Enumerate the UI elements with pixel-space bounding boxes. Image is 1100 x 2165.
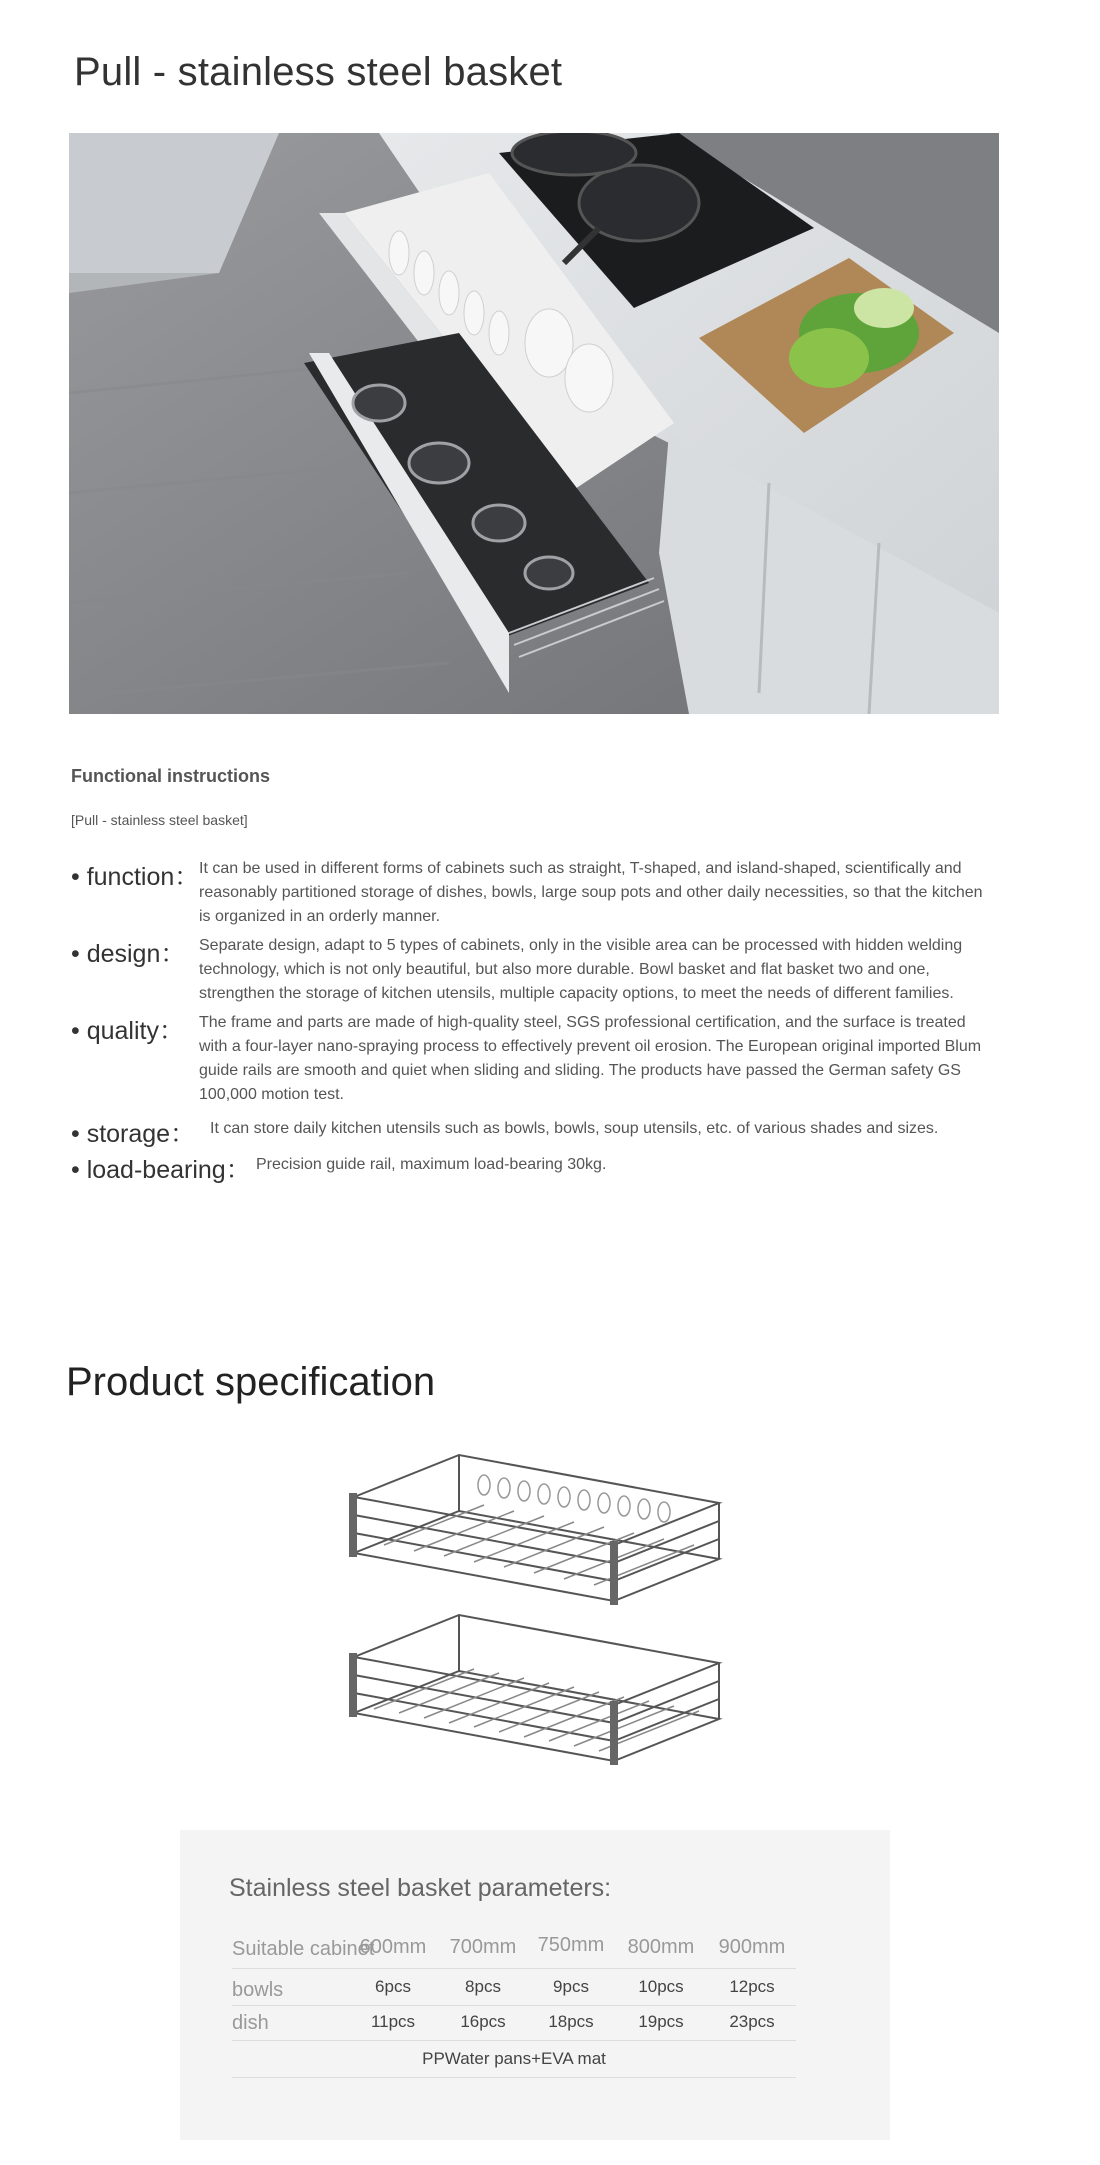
table-cell: 8pcs	[465, 1977, 501, 1996]
header-label: Suitable cabinet	[232, 1938, 375, 1960]
size-header: 900mm	[718, 1936, 786, 1958]
table-cell: 23pcs	[729, 2012, 775, 2031]
table-row	[232, 2041, 796, 2078]
table-header-row	[232, 1932, 796, 1969]
feature-term: • design：	[71, 940, 186, 968]
table-cell: 12pcs	[729, 1977, 775, 1996]
parameters-title: Stainless steel basket parameters:	[229, 1874, 612, 1902]
feature-description: The frame and parts are made of high-quality steel, SGS professional certification, and the surface is treated with a four-layer nano-spraying process to effectively prevent oil erosion. The European original imported Blum guide rails are smooth and quiet when sliding and sliding. The products have passed the German safety GS 100,000 motion test.	[199, 1014, 982, 1103]
size-header: 800mm	[627, 1936, 695, 1958]
table-cell: 10pcs	[638, 1977, 684, 1996]
functional-instructions-heading: Functional instructions	[71, 766, 271, 786]
row-label: dish	[232, 2012, 269, 2034]
feature-term: • storage：	[71, 1120, 196, 1148]
product-specification-heading: Product specification	[66, 1360, 436, 1404]
feature-description: It can be used in different forms of cabinets such as straight, T-shaped, and island-shaped, scientifically and reasonably partitioned storage of dishes, bowls, large soup pots and other daily necessities, so that the kitchen is organized in an orderly manner.	[199, 860, 983, 925]
feature-description: It can store daily kitchen utensils such as bowls, bowls, soup utensils, etc. of various shades and sizes.	[210, 1120, 939, 1137]
size-header: 700mm	[449, 1936, 517, 1958]
table-row	[232, 1969, 796, 2006]
row-label: bowls	[232, 1979, 284, 2001]
table-cell: 6pcs	[375, 1977, 411, 1996]
feature-term: • function：	[71, 863, 200, 891]
feature-description: Precision guide rail, maximum load-bearing 30kg.	[256, 1156, 607, 1173]
size-header: 600mm	[359, 1936, 427, 1958]
table-cell: 18pcs	[548, 2012, 594, 2031]
kitchen-product-photo	[69, 133, 999, 714]
accessories-cell: PPWater pans+EVA mat	[422, 2049, 606, 2068]
page-title: Pull - stainless steel basket	[74, 50, 563, 94]
parameters-panel	[180, 1830, 890, 2140]
product-subtitle: [Pull - stainless steel basket]	[71, 812, 248, 828]
table-cell: 11pcs	[370, 2012, 416, 2031]
basket-diagram	[344, 1445, 734, 1790]
feature-description: Separate design, adapt to 5 types of cabinets, only in the visible area can be processed with hidden welding technology, which is not only beautiful, but also more durable. Bowl basket and flat basket two and one, strengthen the storage of kitchen utensils, multiple capacity options, to meet the needs of different families.	[199, 937, 963, 1002]
parameters-table	[232, 1932, 796, 2078]
table-row	[232, 2006, 796, 2041]
table-cell: 19pcs	[638, 2012, 684, 2031]
table-cell: 9pcs	[553, 1977, 589, 1996]
feature-term: • quality：	[71, 1017, 184, 1045]
size-header: 750mm	[537, 1934, 605, 1956]
table-cell: 16pcs	[460, 2012, 506, 2031]
feature-term: • load-bearing：	[71, 1156, 251, 1184]
